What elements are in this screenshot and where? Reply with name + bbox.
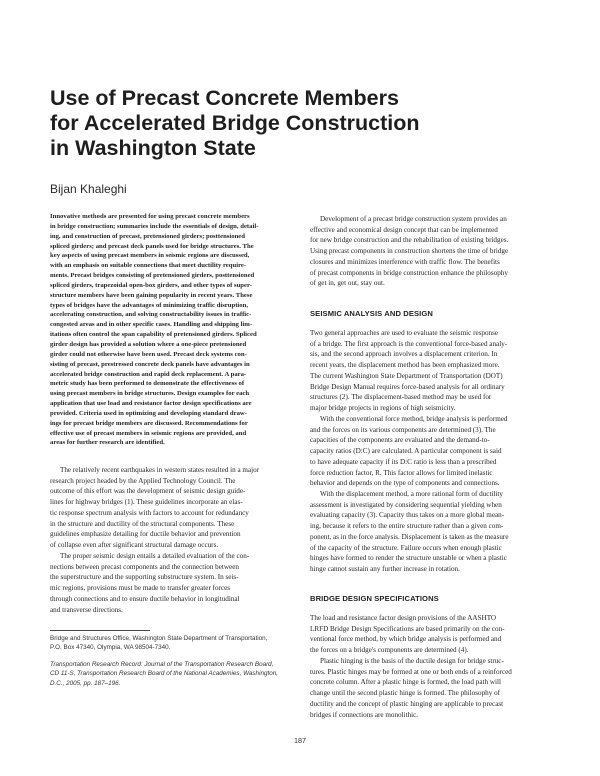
- text-line: force reduction factor, R. This factor allows for limited inelastic: [310, 468, 493, 477]
- text-line: types of bridges have the advantages of minimizing traffic disruption,: [50, 301, 249, 309]
- text-line: mic regions, provisions must be made to transfer greater forces: [50, 584, 231, 593]
- text-line: ments. Precast bridges consisting of pretensioned girders, posttensioned: [50, 272, 255, 280]
- text-line: Transportation Research Record: Journal of the Transportation Research Board,: [50, 661, 274, 668]
- text-line: The load and resistance factor design provisions of the AASHTO: [310, 614, 497, 622]
- author-name: Bijan Khaleghi: [50, 182, 127, 196]
- text-line: accelerating construction, and solving constructability issues in traffic-: [50, 311, 252, 319]
- text-line: effective and economical design concept that can be implemented: [310, 225, 498, 234]
- text-line: Use of Precast Concrete Members: [50, 86, 399, 110]
- text-line: CD 11-S, Transportation Research Board of the National Academies, Washington,: [50, 670, 278, 678]
- text-line: ponent, as in the force analysis. Displacement is taken as the measure: [310, 532, 509, 541]
- text-line: Plastic hinging is the basis of the ductile design for bridge struc-: [320, 657, 504, 665]
- seismic-paragraph-2: [310, 414, 552, 489]
- text-line: effective use of precast members in seismic regions are provided, and: [50, 429, 247, 437]
- paper-title: [50, 86, 550, 161]
- text-line: nections between precast components and the connection between: [50, 562, 239, 571]
- bridge-paragraph-2: [310, 656, 552, 720]
- text-line: itations often control the span capability of pretensioned girders. Spliced: [50, 331, 257, 339]
- text-line: Innovative methods are presented for using precast concrete members: [50, 213, 250, 220]
- text-line: closures and minimizes interference with traffic flow. The benefits: [310, 257, 500, 266]
- text-line: Using precast components in construction shortens the time of bridge: [310, 247, 509, 256]
- text-line: for Accelerated Bridge Construction: [50, 111, 420, 135]
- text-line: with an emphasis on suitable connections that meet ductility require-: [50, 262, 247, 270]
- text-line: ing, and construction of precast, pretensioned girders; posttensioned: [50, 232, 245, 240]
- text-line: structure members have been gaining popularity in recent years. These: [50, 291, 253, 299]
- text-line: tic response spectrum analysis with factors to account for redundancy: [50, 508, 249, 517]
- heading-seismic-analysis: SEISMIC ANALYSIS AND DESIGN: [310, 309, 433, 318]
- footnote-rule: [50, 630, 150, 631]
- text-line: spliced girders, trapezoidal open-box girders, and other types of super-: [50, 281, 252, 289]
- text-line: change until the second plastic hinge is formed. The philosophy of: [310, 689, 501, 698]
- text-line: metric study has been performed to demonstrate the effectiveness of: [50, 380, 245, 388]
- text-line: the forces on a bridge's components are determined (4).: [310, 646, 469, 655]
- text-line: of a bridge. The first approach is the conventional force-based analy-: [310, 339, 508, 348]
- text-line: Bridge and Structures Office, Washington State Department of Transportation,: [50, 635, 268, 642]
- text-line: major bridge projects in regions of high seismicity.: [310, 403, 456, 412]
- text-line: in Washington State: [50, 136, 256, 160]
- text-line: application that use load and resistance factor design specifications are: [50, 400, 252, 408]
- text-line: the superstructure and the supporting substructure system. In seis-: [50, 573, 239, 582]
- footnote-citation: [50, 660, 300, 688]
- heading-bridge-design-specifications: BRIDGE DESIGN SPECIFICATIONS: [310, 594, 439, 603]
- text-line: hinge cannot sustain any further increase in rotation.: [310, 564, 460, 573]
- text-line: Bridge Design Manual requires force-based analysis for all ordinary: [310, 382, 505, 391]
- text-line: lines for highway bridges (1). These guidelines incorporate an elas-: [50, 498, 243, 507]
- text-line: accelerated bridge construction and rapid deck replacement. A para-: [50, 370, 247, 378]
- text-line: and the forces on its various components are determined (3). The: [310, 425, 496, 434]
- text-line: The current Washington State Department of Transportation (DOT): [310, 371, 503, 380]
- text-line: ventional force method, by which bridge analysis is performed and: [310, 635, 502, 644]
- text-line: to have adequate capacity if its D:C ratio is less than a prescribed: [310, 457, 497, 466]
- left-paragraph-1: [50, 465, 290, 551]
- bridge-paragraph-1: [310, 613, 552, 656]
- abstract: [50, 212, 290, 448]
- text-line: tures. Plastic hinges may be formed at one or both ends of a reinforced: [310, 667, 512, 676]
- text-line: concrete column. After a plastic hinge is formed, the load path will: [310, 678, 501, 687]
- footnote-affiliation: [50, 634, 300, 653]
- text-line: through connections and to ensure ductile behavior in longitudinal: [50, 594, 240, 603]
- text-line: Development of a precast bridge construction system provides an: [320, 215, 507, 223]
- text-line: of precast components in bridge construction enhance the philosophy: [310, 268, 508, 277]
- text-line: ductility and the concept of plastic hinging are applicable to precast: [310, 699, 504, 708]
- text-line: capacities of the components are evaluated and the demand-to-: [310, 436, 490, 445]
- text-line: areas for further research are identified.: [50, 439, 165, 447]
- text-line: sis, and the second approach involves a displacement criterion. In: [310, 350, 498, 359]
- text-line: P.O. Box 47340, Olympia, WA 98504-7340.: [50, 644, 171, 652]
- text-line: ings for precast bridge members are discussed. Recommendations for: [50, 419, 248, 427]
- text-line: Two general approaches are used to evaluate the seismic response: [310, 329, 499, 337]
- text-line: for new bridge construction and the rehabilitation of existing bridges.: [310, 236, 509, 245]
- text-line: of get in, get out, stay out.: [310, 279, 385, 288]
- text-line: evaluating capacity (3). Capacity thus takes on a more global mean-: [310, 511, 505, 520]
- text-line: recent years, the displacement method has been emphasized more.: [310, 361, 500, 370]
- text-line: hinges have formed to render the structure unstable or when a plastic: [310, 554, 507, 563]
- text-line: The relatively recent earthquakes in western states resulted in a major: [60, 466, 260, 474]
- text-line: guidelines emphasize detailing for ductile behavior and prevention: [50, 530, 241, 539]
- text-line: spliced girders; and precast deck panels used for bridge structures. The: [50, 242, 254, 250]
- text-line: in bridge construction; summaries include the essentials of design, detail-: [50, 222, 259, 230]
- text-line: using precast members in bridge structures. Design examples for each: [50, 390, 250, 398]
- text-line: capacity ratios (D:C) are calculated. A particular component is said: [310, 447, 502, 456]
- text-line: ing, because it refers to the entire structure rather than a given com-: [310, 522, 504, 531]
- text-line: and transverse directions.: [50, 605, 123, 614]
- text-line: behavior and depends on the type of components and connections.: [310, 479, 500, 488]
- text-line: provided. Criteria used in optimizing and developing standard draw-: [50, 409, 247, 417]
- page-number: 187: [294, 736, 306, 745]
- text-line: of collapse even after significant structural damage occurs.: [50, 540, 219, 549]
- text-line: research project headed by the Applied Technology Council. The: [50, 476, 236, 485]
- text-line: structures (2). The displacement-based method may be used for: [310, 393, 492, 402]
- text-line: assessment is investigated by considering sequential yielding when: [310, 500, 502, 509]
- left-paragraph-2: [50, 551, 290, 615]
- text-line: of the capacity of the structure. Failure occurs when enough plastic: [310, 543, 502, 552]
- seismic-paragraph-1: [310, 328, 552, 414]
- text-line: girder could not otherwise have been used. Precast deck systems con-: [50, 350, 247, 358]
- text-line: The proper seismic design entails a detailed evaluation of the con-: [60, 552, 250, 560]
- text-line: With the conventional force method, bridge analysis is performed: [320, 415, 508, 423]
- text-line: congested areas and in other specific cases. Handling and shipping lim-: [50, 321, 253, 329]
- text-line: D.C., 2005, pp. 187–196.: [50, 679, 121, 687]
- text-line: sisting of precast, prestressed concrete deck panels have advantages in: [50, 360, 250, 368]
- text-line: in the structure and ductility of the structural components. These: [50, 519, 235, 528]
- text-line: key aspects of using precast members in seismic regions are discussed,: [50, 252, 250, 260]
- seismic-paragraph-3: [310, 489, 552, 575]
- text-line: girder design has provided a solution where a one-piece pretensioned: [50, 340, 247, 348]
- text-line: With the displacement method, a more rational form of ductility: [320, 490, 503, 498]
- text-line: LRFD Bridge Design Specifications are based primarily on the con-: [310, 624, 505, 633]
- text-line: bridges if connections are monolithic.: [310, 710, 419, 719]
- text-line: outcome of this effort was the development of seismic design guide-: [50, 487, 246, 496]
- right-intro-paragraph: [310, 214, 552, 289]
